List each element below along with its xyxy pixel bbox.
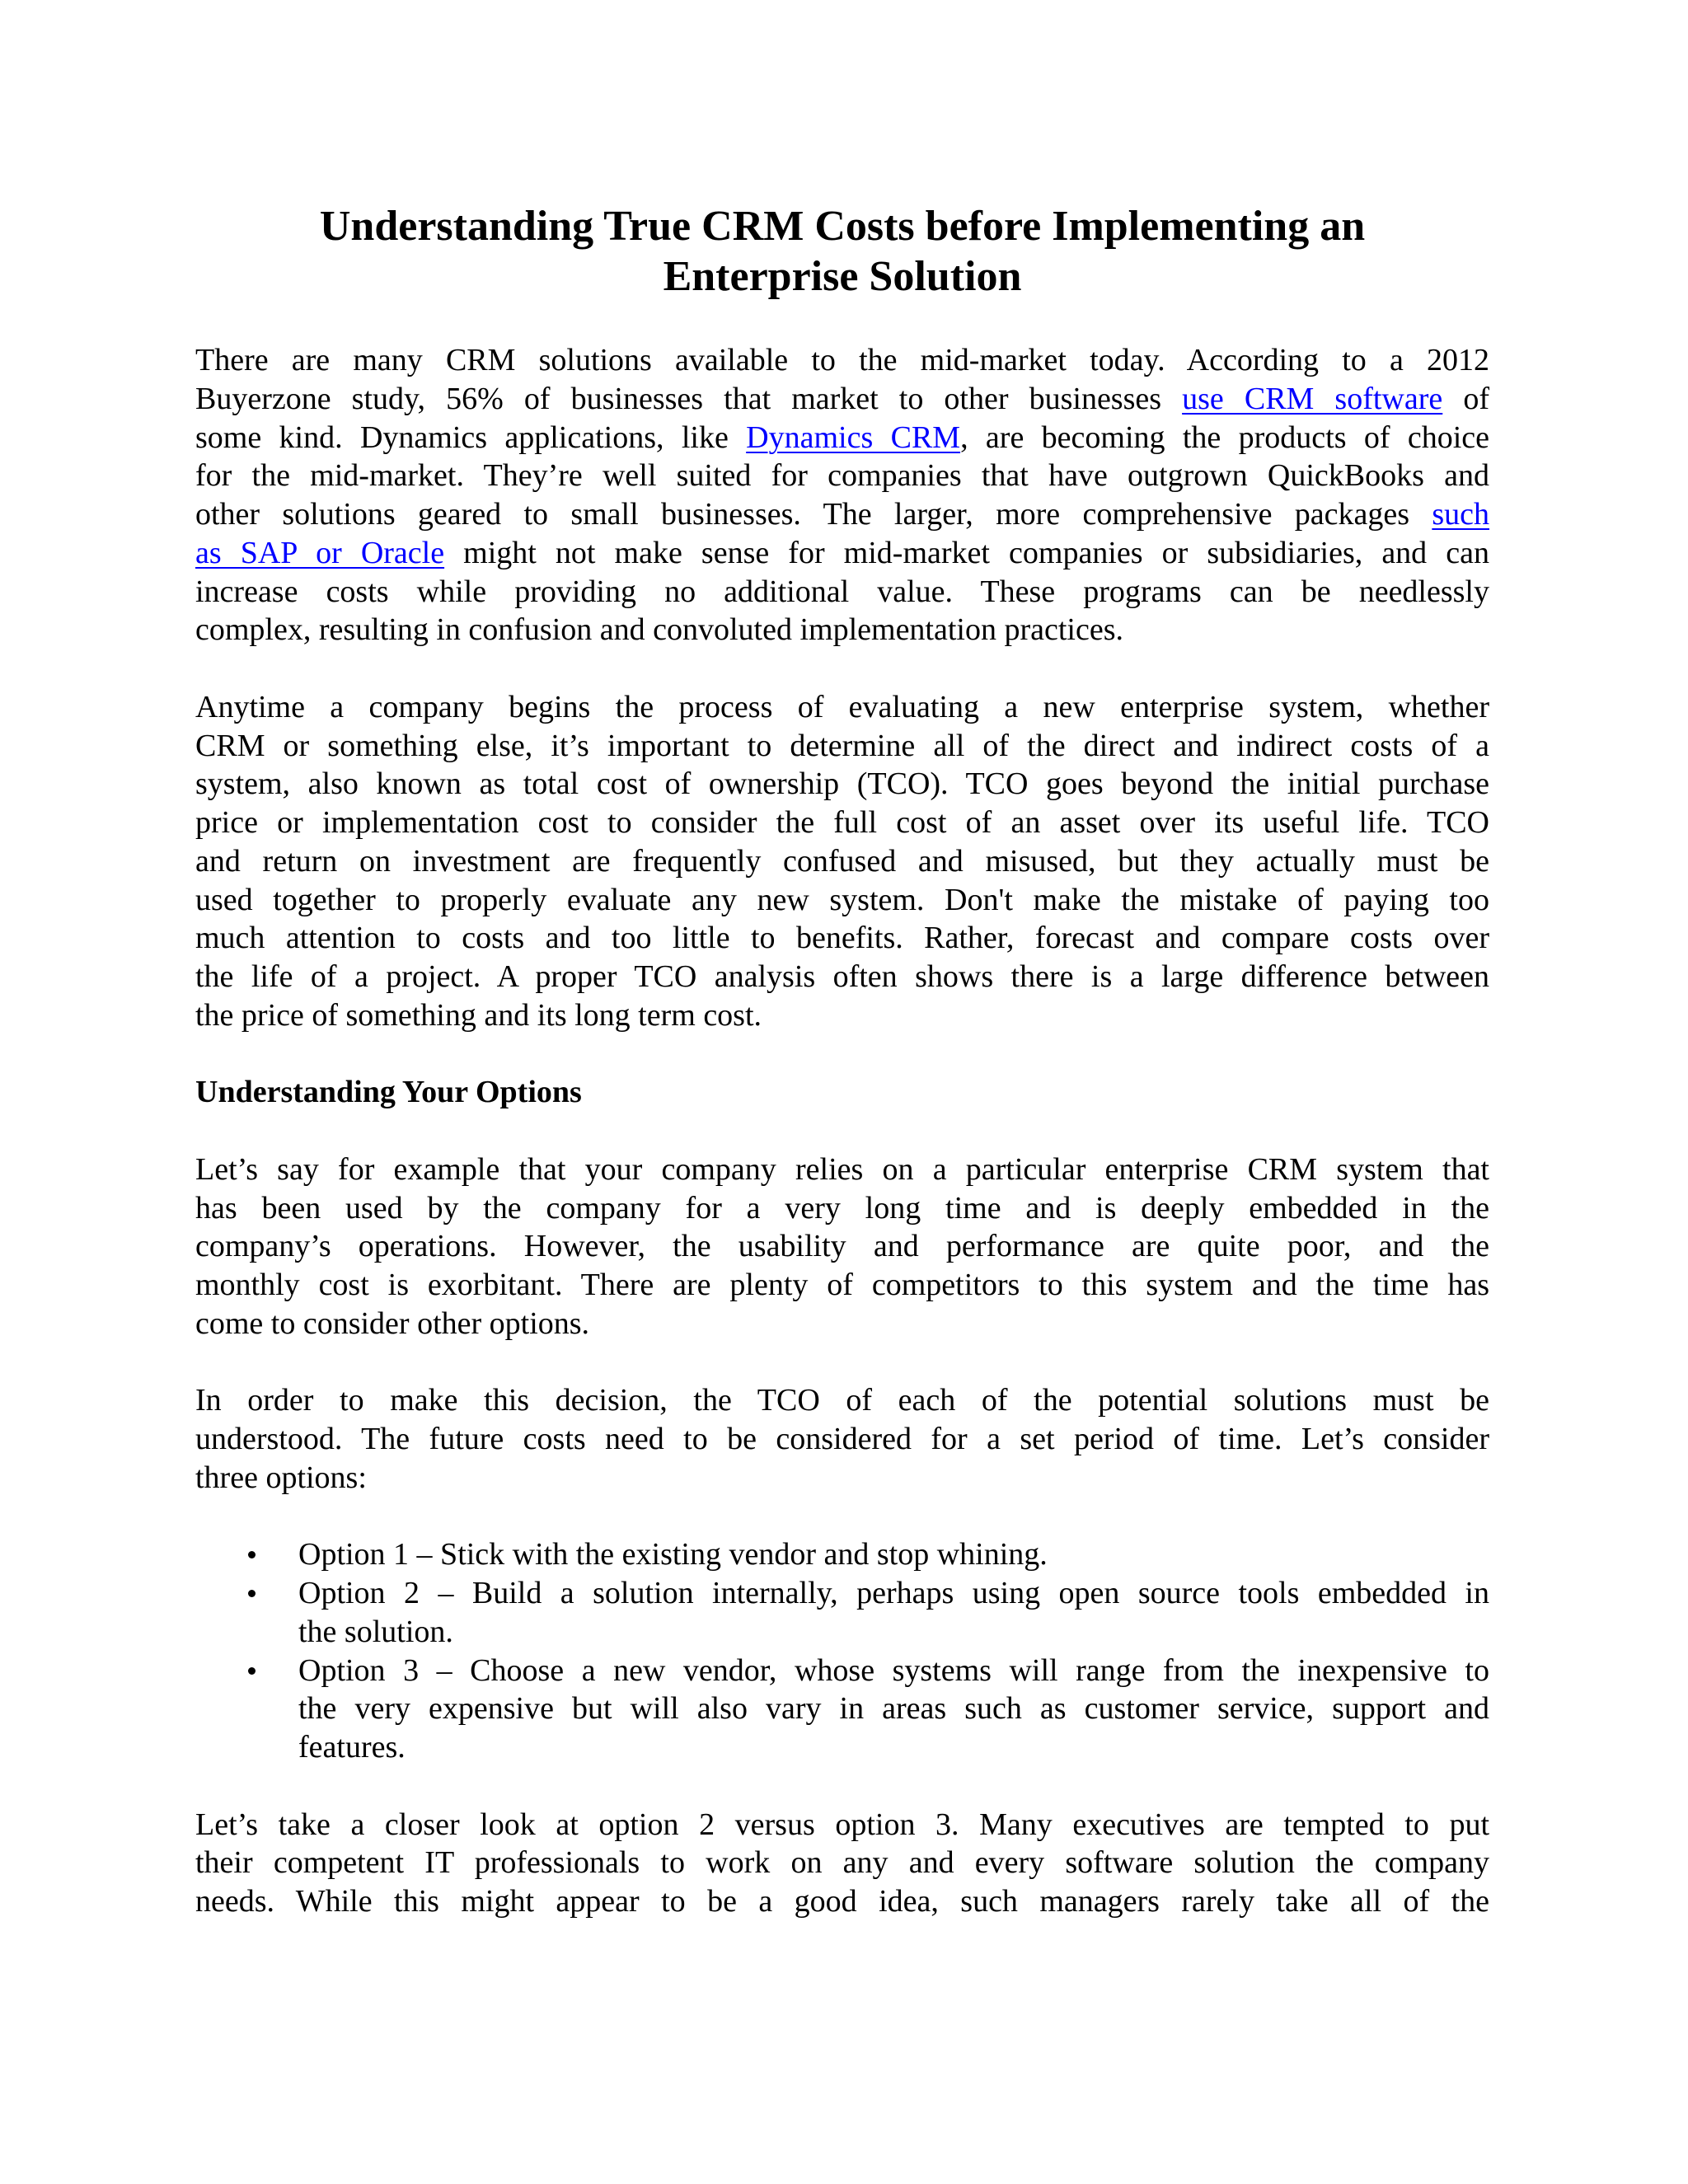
text-span: features. bbox=[298, 1730, 406, 1765]
text-line bbox=[195, 1381, 1489, 1420]
title-line: Enterprise Solution bbox=[663, 253, 1022, 300]
text-span: might not make sense for mid-market companies or subsidiaries, and can bbox=[444, 535, 1489, 570]
document-title bbox=[195, 201, 1489, 302]
text-line bbox=[195, 1266, 1489, 1305]
text-line bbox=[195, 380, 1489, 419]
text-span: understood. The future costs need to be considered for a set period of time. Let’s consider bbox=[195, 1422, 1489, 1456]
bullet-icon bbox=[248, 1667, 256, 1675]
text-span: needs. While this might appear to be a good idea, such managers rarely take all of the bbox=[195, 1884, 1489, 1919]
text-line bbox=[195, 457, 1489, 495]
text-span: increase costs while providing no additional value. These programs can be needlessly bbox=[195, 574, 1489, 609]
title-line: Understanding True CRM Costs before Implementing an bbox=[319, 203, 1366, 250]
text-span: Anytime a company begins the process of evaluating a new enterprise system, whether bbox=[195, 689, 1489, 724]
text-span: much attention to costs and too little to benefits. Rather, forecast and compare costs over bbox=[195, 921, 1489, 956]
text-span: of bbox=[1442, 381, 1490, 416]
text-span: There are many CRM solutions available to the mid-market today. According to a 2012 bbox=[195, 343, 1489, 377]
text-span: and return on investment are frequently confused and misused, but they actually must be bbox=[195, 843, 1489, 879]
document-body bbox=[195, 341, 1489, 1960]
text-line bbox=[195, 495, 1489, 534]
text-span: system, also known as total cost of ownership (TCO). TCO goes beyond the initial purchase bbox=[195, 766, 1489, 802]
text-line bbox=[195, 842, 1489, 881]
text-line bbox=[195, 1073, 1489, 1112]
text-span: Option 1 – Stick with the existing vendor and stop whining. bbox=[298, 1537, 1048, 1572]
text-span: for the mid-market. They’re well suited for companies that have outgrown QuickBooks and bbox=[195, 458, 1489, 494]
list-item bbox=[195, 1574, 1489, 1652]
hyperlink[interactable]: such bbox=[1432, 497, 1489, 532]
text-line bbox=[195, 1189, 1489, 1228]
text-span: three options: bbox=[195, 1460, 367, 1495]
text-span: other solutions geared to small businesses. The larger, more comprehensive packages bbox=[195, 497, 1432, 532]
text-span: Let’s take a closer look at option 2 versus option 3. Many executives are tempted to put bbox=[195, 1807, 1489, 1842]
hyperlink[interactable]: use CRM software bbox=[1182, 381, 1443, 416]
text-span: Let’s say for example that your company relies on a particular enterprise CRM system that bbox=[195, 1151, 1489, 1187]
text-line bbox=[298, 1574, 1489, 1613]
text-line bbox=[195, 1459, 1489, 1497]
text-line bbox=[195, 881, 1489, 920]
text-span: , are becoming the products of choice bbox=[960, 419, 1489, 455]
text-line bbox=[195, 727, 1489, 766]
hyperlink[interactable]: Dynamics CRM bbox=[746, 419, 961, 455]
text-line bbox=[195, 958, 1489, 996]
paragraph bbox=[195, 341, 1489, 649]
text-span: their competent IT professionals to work on any and every software solution the company bbox=[195, 1845, 1489, 1881]
text-span: the life of a project. A proper TCO analysis often shows there is a large difference between bbox=[195, 959, 1489, 994]
text-span: Understanding Your Options bbox=[195, 1075, 582, 1110]
text-line bbox=[195, 996, 1489, 1035]
paragraph bbox=[195, 1381, 1489, 1497]
text-line bbox=[195, 573, 1489, 612]
text-line bbox=[195, 1305, 1489, 1343]
paragraph bbox=[195, 1151, 1489, 1343]
text-line bbox=[195, 804, 1489, 842]
text-span: come to consider other options. bbox=[195, 1305, 590, 1341]
bullet-icon bbox=[248, 1590, 256, 1597]
text-span: the very expensive but will also vary in areas such as customer service, support and bbox=[298, 1691, 1489, 1727]
text-span: company’s operations. However, the usability and performance are quite poor, and the bbox=[195, 1229, 1489, 1264]
text-line bbox=[195, 419, 1489, 457]
text-span: price or implementation cost to consider the full cost of an asset over its useful life. TCO bbox=[195, 805, 1489, 840]
text-line bbox=[298, 1728, 1489, 1767]
text-line bbox=[298, 1535, 1489, 1574]
text-span: CRM or something else, it’s important to determine all of the direct and indirect costs of a bbox=[195, 728, 1489, 763]
text-line bbox=[298, 1613, 1489, 1652]
text-span: the price of something and its long term cost. bbox=[195, 997, 762, 1033]
text-line bbox=[298, 1652, 1489, 1690]
list-item bbox=[195, 1652, 1489, 1767]
list-item bbox=[195, 1535, 1489, 1574]
text-line bbox=[195, 534, 1489, 573]
text-span: the solution. bbox=[298, 1614, 453, 1649]
text-span: Buyerzone study, 56% of businesses that market to other businesses bbox=[195, 381, 1183, 416]
text-span: Option 3 – Choose a new vendor, whose systems will range from the inexpensive to bbox=[298, 1652, 1489, 1688]
text-line bbox=[195, 1420, 1489, 1459]
section-heading bbox=[195, 1073, 1489, 1112]
bullet-list bbox=[195, 1535, 1489, 1767]
text-line bbox=[195, 688, 1489, 727]
text-line bbox=[195, 1882, 1489, 1921]
text-span: complex, resulting in confusion and convoluted implementation practices. bbox=[195, 612, 1123, 648]
paragraph bbox=[195, 1806, 1489, 1921]
text-line bbox=[195, 611, 1489, 649]
paragraph bbox=[195, 688, 1489, 1035]
text-line bbox=[195, 765, 1489, 804]
hyperlink[interactable]: as SAP or Oracle bbox=[195, 535, 445, 570]
text-line bbox=[195, 1151, 1489, 1189]
text-line bbox=[195, 1844, 1489, 1882]
text-span: monthly cost is exorbitant. There are plenty of competitors to this system and the time has bbox=[195, 1268, 1489, 1302]
text-span: Option 2 – Build a solution internally, perhaps using open source tools embedded in bbox=[298, 1576, 1489, 1610]
text-span: has been used by the company for a very long time and is deeply embedded in the bbox=[195, 1190, 1489, 1226]
text-line bbox=[195, 1227, 1489, 1266]
text-line bbox=[195, 919, 1489, 958]
text-line bbox=[195, 341, 1489, 380]
text-span: In order to make this decision, the TCO of each of the potential solutions must be bbox=[195, 1383, 1489, 1418]
text-span: used together to properly evaluate any new system. Don't make the mistake of paying too bbox=[195, 882, 1489, 917]
text-line bbox=[298, 1690, 1489, 1728]
text-span: some kind. Dynamics applications, like bbox=[195, 419, 747, 455]
bullet-icon bbox=[248, 1551, 256, 1558]
text-line bbox=[195, 1806, 1489, 1844]
